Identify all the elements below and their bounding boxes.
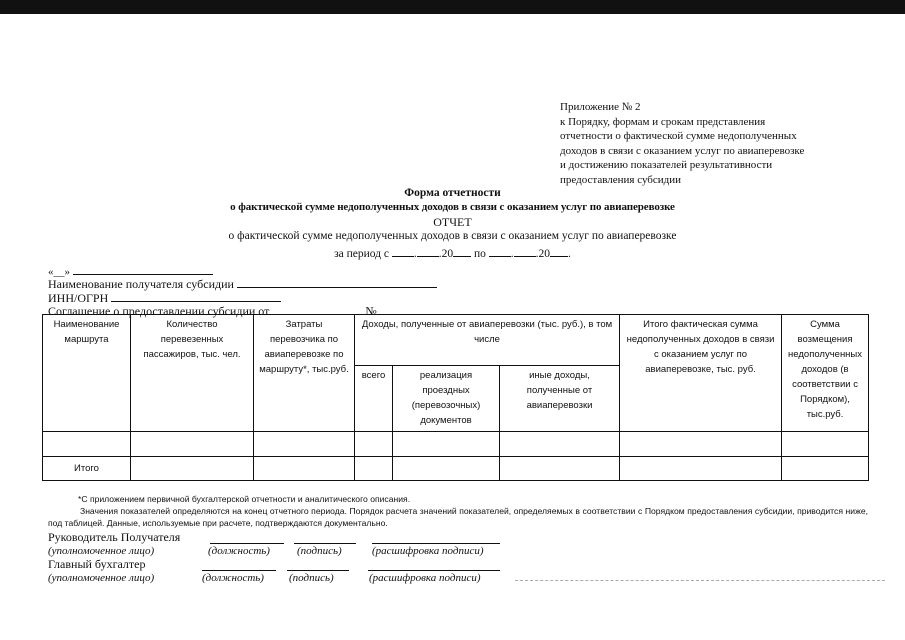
head-role-label: Руководитель Получателя (48, 530, 181, 544)
accountant-signature-line[interactable] (287, 570, 349, 571)
header-costs: Затраты перевозчика по авиаперевозке по маршруту*, тыс.руб. (254, 315, 355, 432)
head-position-caption: (должность) (208, 545, 270, 557)
annex-line: Приложение № 2 (560, 101, 641, 113)
table-row (43, 432, 869, 457)
header-income: Доходы, полученные от авиаперевозки (тыс. руб.), в том числе (355, 315, 620, 366)
report-title: ОТЧЕТ (433, 215, 472, 229)
table-cell[interactable] (254, 432, 355, 457)
header-income-tickets: реализация проездных (перевозочных) документов (393, 366, 500, 432)
table-cell[interactable] (131, 457, 254, 481)
header-route: Наименование маршрута (43, 315, 131, 432)
head-decoding-caption: (расшифровка подписи) (372, 545, 484, 557)
period-month-to[interactable] (514, 245, 536, 257)
header-income-other: иные доходы, полученные от авиаперевозки (500, 366, 620, 432)
annex-line: доходов в связи с оказанием услуг по авиаперевозке (560, 144, 805, 157)
recipient-label: Наименование получателя субсидии (48, 277, 234, 291)
values-note: Значения показателей определяются на конец отчетного периода. Порядок расчета значений показателей, определяемых в соответствии с Порядком предоставления субсидии, приводится ниже, под таблицей. Данные, используемые при расчете, подтверждаются документально. (48, 506, 868, 528)
head-decoding-line[interactable] (372, 543, 500, 544)
header-income-total: всего (355, 366, 393, 432)
table-cell[interactable] (500, 457, 620, 481)
table-cell[interactable] (393, 432, 500, 457)
agreement-label: Соглашение о предоставлении субсидии от (48, 304, 270, 318)
table-cell[interactable] (393, 457, 500, 481)
table-header-row (43, 315, 869, 366)
annex-line: к Порядку, формам и срокам представления (560, 115, 766, 128)
table-total-row (43, 457, 869, 481)
footnote: *С приложением первичной бухгалтерской отчетности и аналитического описания. (78, 494, 411, 504)
period-prefix: за период с (334, 248, 390, 260)
period-day-from[interactable] (392, 245, 414, 257)
table-cell[interactable] (355, 432, 393, 457)
period-year-to[interactable] (550, 245, 568, 257)
table-cell[interactable] (355, 457, 393, 481)
period-year1: .20 (438, 248, 454, 260)
accountant-role-label: Главный бухгалтер (48, 557, 146, 571)
annex-line: отчетности о фактической сумме недополученных (560, 130, 797, 142)
form-subtitle: о фактической сумме недополученных доходов в связи с оказанием услуг по авиаперевозке (230, 201, 675, 213)
accountant-position-line[interactable] (202, 570, 276, 571)
accountant-decoding-caption: (расшифровка подписи) (369, 572, 481, 584)
date-quote: «__» (48, 266, 70, 278)
period-mid: по (474, 248, 486, 260)
annex-line: предоставления субсидии (560, 173, 682, 186)
date-input-line[interactable] (73, 263, 213, 275)
header-compensation: Сумма возмещения недополученных доходов (в соответствии с Порядком), тыс.руб. (782, 315, 869, 432)
form-title: Форма отчетности (404, 187, 501, 199)
table-cell[interactable] (782, 457, 869, 481)
report-table (42, 314, 869, 481)
total-row-label: Итого (43, 457, 131, 481)
inn-input-line[interactable] (111, 290, 281, 302)
head-position-line[interactable] (210, 543, 284, 544)
period-year-from[interactable] (453, 245, 471, 257)
inn-label: ИНН/ОГРН (48, 291, 109, 305)
table-cell[interactable] (131, 432, 254, 457)
period-day-to[interactable] (489, 245, 511, 257)
head-signature-line[interactable] (294, 543, 356, 544)
accountant-position-caption: (должность) (202, 572, 264, 584)
scan-noise-line (515, 580, 885, 581)
table-cell[interactable] (782, 432, 869, 457)
head-person-caption: (уполномоченное лицо) (48, 545, 155, 557)
accountant-person-caption: (уполномоченное лицо) (48, 572, 155, 584)
annex-block (560, 100, 804, 187)
table-cell[interactable] (500, 432, 620, 457)
report-period: за период с . .20 по . .20 . (0, 245, 905, 260)
scan-top-border (0, 0, 905, 14)
table-cell[interactable] (620, 457, 782, 481)
accountant-decoding-line[interactable] (368, 570, 500, 571)
recipient-input-line[interactable] (237, 276, 437, 288)
report-subtitle: о фактической сумме недополученных доходов в связи с оказанием услуг по авиаперевозке (228, 230, 677, 242)
table-cell[interactable] (43, 432, 131, 457)
header-shortfall: Итого фактическая сумма недополученных доходов в связи с оказанием услуг по авиаперевозке, тыс. руб. (620, 315, 782, 432)
head-signature-caption: (подпись) (297, 545, 342, 557)
table-cell[interactable] (620, 432, 782, 457)
period-month-from[interactable] (417, 245, 439, 257)
period-year2: .20 (535, 248, 551, 260)
agreement-no-label: № (365, 304, 377, 318)
annex-line: и достижению показателей результативности (560, 159, 773, 171)
table-cell[interactable] (254, 457, 355, 481)
accountant-signature-caption: (подпись) (289, 572, 334, 584)
header-passengers: Количество перевезенных пассажиров, тыс. чел. (131, 315, 254, 432)
